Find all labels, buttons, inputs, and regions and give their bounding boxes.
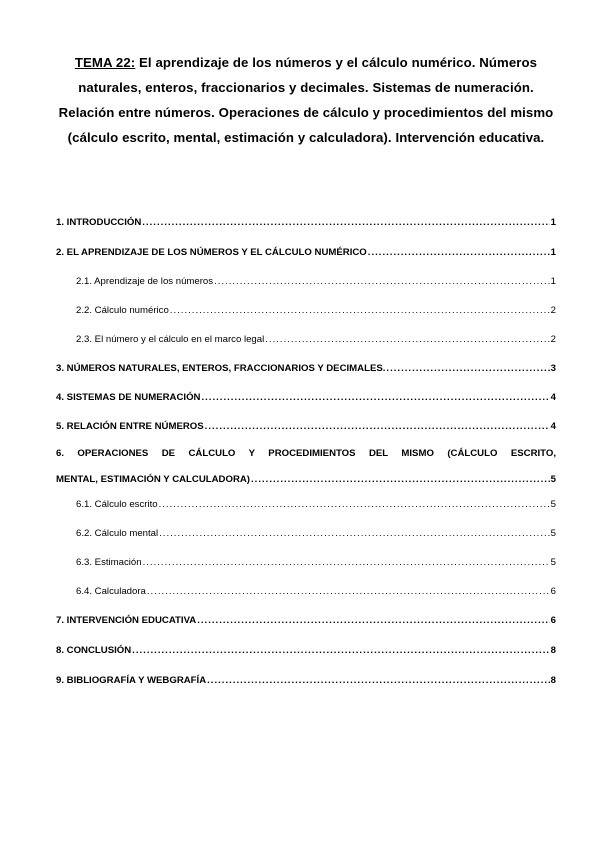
toc-leader-dots [143,557,550,568]
page-title [56,50,556,150]
toc-page-number: 5 [550,499,556,510]
toc-leader-dots [368,247,550,258]
toc-page-number: 3 [550,363,556,374]
toc-leader-dots [265,334,549,345]
toc-page-number: 5 [550,474,556,485]
toc-entry-text: 7. INTERVENCIÓN EDUCATIVA [56,615,197,626]
toc-leader-dots [197,615,549,626]
toc-leader-dots [142,217,549,228]
toc-entry-text-line2: MENTAL, ESTIMACIÓN Y CALCULADORA) [56,474,251,485]
toc-page-number: 6 [550,615,556,626]
toc-leader-dots [251,474,550,485]
toc-page-number: 5 [550,528,556,539]
toc-leader-dots [214,276,550,287]
toc-entry-2-1[interactable] [76,271,556,287]
toc-entry-9[interactable] [56,670,556,686]
toc-entry-6-4[interactable] [76,581,556,597]
toc-entry-text: 2.3. El número y el cálculo en el marco legal [76,334,265,345]
toc-entry-3[interactable] [56,358,556,374]
toc-entry-2-3[interactable] [76,329,556,345]
toc-entry-text: 9. BIBLIOGRAFÍA Y WEBGRAFÍA [56,675,207,686]
toc-entry-text: 3. NÚMEROS NATURALES, ENTEROS, FRACCIONARIOS Y DECIMALES. [56,363,386,374]
toc-entry-6[interactable] [56,446,556,485]
toc-entry-text: 6.1. Cálculo escrito [76,499,158,510]
toc-page-number: 1 [550,247,556,258]
toc-leader-dots [147,586,550,597]
toc-leader-dots [170,305,550,316]
toc-entry-2-2[interactable] [76,300,556,316]
toc-page-number: 1 [550,217,556,228]
toc-leader-dots [132,645,549,656]
toc-leader-dots [207,675,550,686]
toc-page-number: 4 [550,392,556,403]
toc-entry-text: 2.1. Aprendizaje de los números [76,276,214,287]
toc-entry-5[interactable] [56,416,556,432]
toc-entry-text: 1. INTRODUCCIÓN [56,217,142,228]
toc-entry-text: 6.2. Cálculo mental [76,528,159,539]
toc-entry-text: 5. RELACIÓN ENTRE NÚMEROS [56,421,204,432]
toc-entry-6-2[interactable] [76,523,556,539]
toc-entry-text: 4. SISTEMAS DE NUMERACIÓN [56,392,201,403]
title-text: El aprendizaje de los números y el cálculo numérico. Números naturales, enteros, fraccionarios y decimales. Sistemas de numeración. Relación entre números. Operaciones de cálculo y procedimientos del mismo (cálculo escrito, mental, estimación y calculadora). Intervención educativa. [58,55,554,145]
toc-leader-dots [386,363,549,374]
toc-page-number: 8 [550,645,556,656]
toc-entry-1[interactable] [56,212,556,228]
toc-entry-text: 6.4. Calculadora [76,586,146,597]
toc-entry-8[interactable] [56,640,556,656]
toc-entry-6-3[interactable] [76,552,556,568]
toc-entry-text: 8. CONCLUSIÓN [56,645,132,656]
toc-page-number: 5 [550,557,556,568]
toc-entry-text-line1: 6. OPERACIONES DE CÁLCULO Y PROCEDIMIENTOS DEL MISMO (CÁLCULO ESCRITO, [56,448,556,459]
toc-leader-dots [201,392,549,403]
toc-page-number: 2 [550,334,556,345]
toc-page-number: 8 [550,675,556,686]
toc-entry-text: 2. EL APRENDIZAJE DE LOS NÚMEROS Y EL CÁLCULO NUMÉRICO [56,247,367,258]
toc-entry-7[interactable] [56,610,556,626]
toc-entry-6-1[interactable] [76,494,556,510]
toc-page-number: 4 [550,421,556,432]
toc-leader-dots [205,421,550,432]
toc-entry-4[interactable] [56,387,556,403]
toc-leader-dots [159,528,550,539]
toc-page-number: 1 [550,276,556,287]
toc-entry-text: 2.2. Cálculo numérico [76,305,169,316]
toc-entry-text: 6.3. Estimación [76,557,142,568]
toc-leader-dots [159,499,550,510]
title-label: TEMA 22: [74,55,136,70]
toc-page-number: 2 [550,305,556,316]
toc-page-number: 6 [550,586,556,597]
toc-entry-2[interactable] [56,242,556,258]
